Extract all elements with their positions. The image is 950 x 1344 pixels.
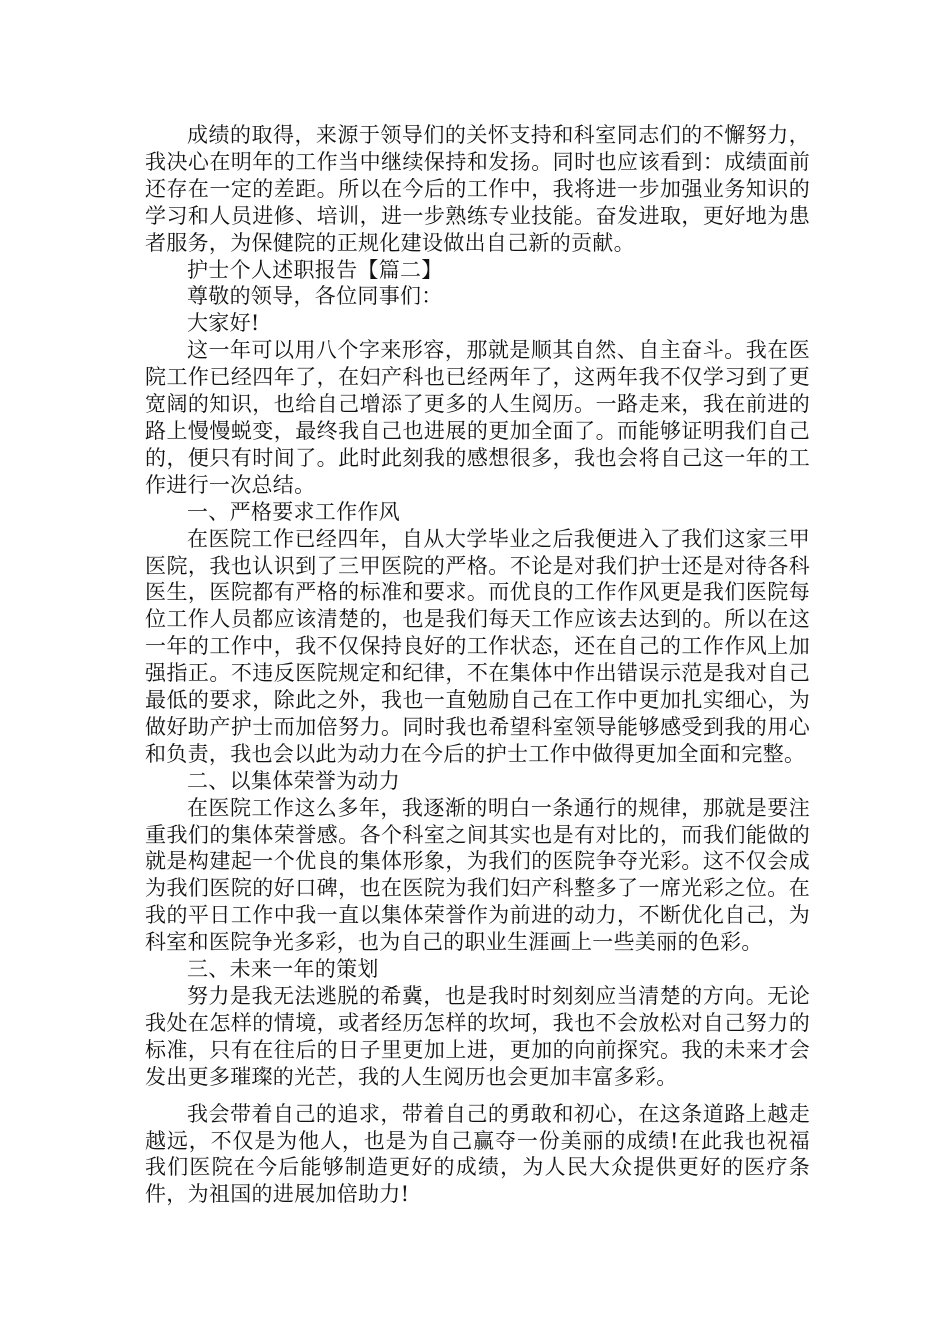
paragraph-collective-honor: 在医院工作这么多年，我逐渐的明白一条通行的规律，那就是要注重我们的集体荣誉感。各个科室之间其实也是有对比的，而我们能做的就是构建起一个优良的集体形象，为我们的医院争夺光彩。这不仅会成为我们医院的好口碑，也在医院为我们妇产科整多了一席光彩之位。在我的平日工作中我一直以集体荣誉作为前进的动力，不断优化自己，为科室和医院争光多彩，也为自己的职业生涯画上一些美丽的色彩。 xyxy=(145,795,810,955)
paragraph-achievements: 成绩的取得，来源于领导们的关怀支持和科室同志们的不懈努力，我决心在明年的工作当中继续保持和发扬。同时也应该看到：成绩面前还存在一定的差距。所以在今后的工作中，我将进一步加强业务知识的学习和人员进修、培训，进一步熟练专业技能。奋发进取，更好地为患者服务，为保健院的正规化建设做出自己新的贡献。 xyxy=(145,123,810,255)
paragraph-work-style: 在医院工作已经四年，自从大学毕业之后我便进入了我们这家三甲医院，我也认识到了三甲医院的严格。不论是对我们护士还是对待各科医生，医院都有严格的标准和要求。而优良的工作作风更是我们医院每位工作人员都应该清楚的，也是我们每天工作应该去达到的。所以在这一年的工作中，我不仅保持良好的工作状态，还在自己的工作作风上加强指正。不违反医院规定和纪律，不在集体中作出错误示范是我对自己最低的要求，除此之外，我也一直勉励自己在工作中更加扎实细心，为做好助产护士而加倍努力。同时我也希望科室领导能够感受到我的用心和负责，我也会以此为动力在今后的护士工作中做得更加全面和完整。 xyxy=(145,526,810,766)
section-title-part-two: 护士个人述职报告【篇二】 xyxy=(187,257,443,282)
salutation: 尊敬的领导，各位同事们： xyxy=(187,284,443,309)
heading-next-year-plan: 三、未来一年的策划 xyxy=(187,957,379,982)
document-body xyxy=(145,122,810,1208)
greeting: 大家好! xyxy=(187,311,260,336)
paragraph-next-year-plan: 努力是我无法逃脱的希冀，也是我时时刻刻应当清楚的方向。无论我处在怎样的情境，或者经历怎样的坎坷，我也不会放松对自己努力的标准，只有在往后的日子里更加上进，更加的向前探究。我的未来才会发出更多璀璨的光芒，我的人生阅历也会更加丰富多彩。 xyxy=(145,984,810,1089)
heading-work-style: 一、严格要求工作作风 xyxy=(187,499,400,524)
paragraph-intro: 这一年可以用八个字来形容，那就是顺其自然、自主奋斗。我在医院工作已经四年了，在妇产科也已经两年了，这两年我不仅学习到了更宽阔的知识，也给自己增添了更多的人生阅历。一路走来，我在前进的路上慢慢蜕变，最终我自己也进展的更加全面了。而能够证明我们自己的，便只有时间了。此时此刻我的感想很多，我也会将自己这一年的工作进行一次总结。 xyxy=(145,338,810,497)
heading-collective-honor: 二、以集体荣誉为动力 xyxy=(187,768,400,793)
paragraph-closing: 我会带着自己的追求，带着自己的勇敢和初心，在这条道路上越走越远，不仅是为他人，也是为自己赢夺一份美丽的成绩!在此我也祝福我们医院在今后能够制造更好的成绩，为人民大众提供更好的医疗条件，为祖国的进展加倍助力! xyxy=(145,1101,810,1207)
